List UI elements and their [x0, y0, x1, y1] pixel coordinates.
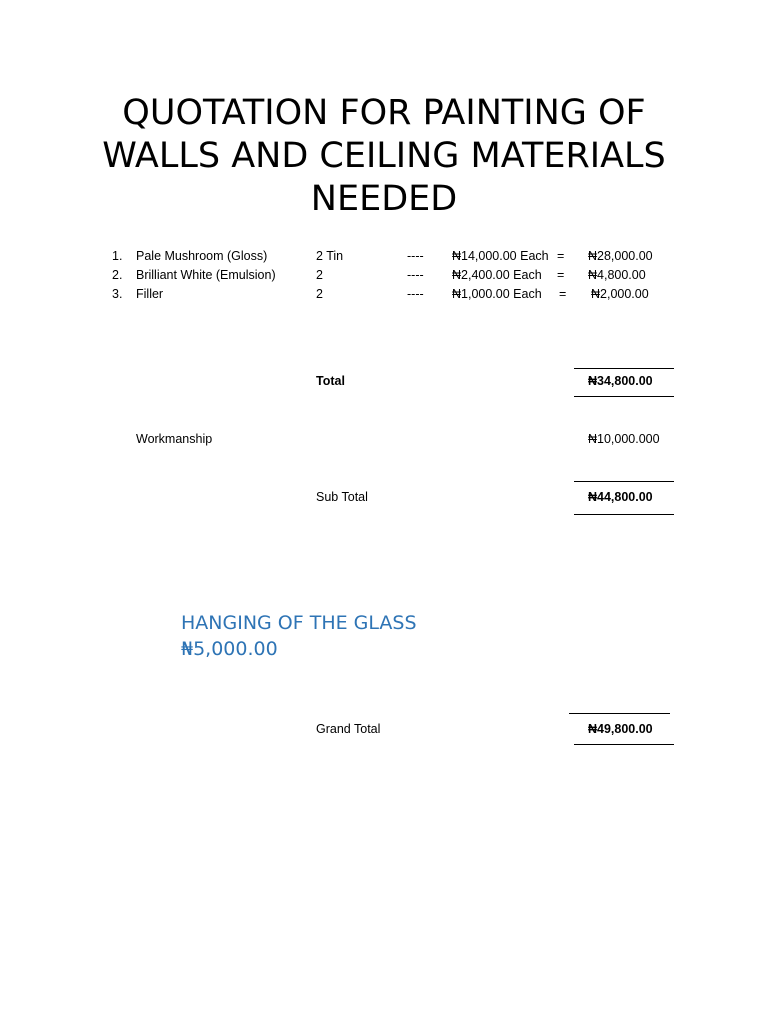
total-amount: ₦34,800.00	[588, 374, 653, 388]
item-unit-price: ₦14,000.00 Each	[452, 249, 549, 263]
item-name: Brilliant White (Emulsion)	[136, 268, 276, 282]
total-bottom-rule	[574, 396, 674, 397]
glass-section	[181, 610, 417, 662]
item-unit-price: ₦2,400.00 Each	[452, 268, 542, 282]
grand-total-amount: ₦49,800.00	[588, 722, 653, 736]
item-unit-price: ₦1,000.00 Each	[452, 287, 542, 301]
item-number: 1.	[112, 249, 123, 263]
item-equals: =	[559, 287, 567, 301]
sub-total-bottom-rule	[574, 514, 674, 515]
glass-amount: ₦5,000.00	[181, 638, 278, 660]
glass-label: HANGING OF THE GLASS	[181, 612, 417, 634]
page-title: QUOTATION FOR PAINTING OF WALLS AND CEILING MATERIALS NEEDED	[102, 93, 666, 219]
item-name: Pale Mushroom (Gloss)	[136, 249, 268, 263]
workmanship-label: Workmanship	[136, 432, 213, 446]
sub-total-amount: ₦44,800.00	[588, 490, 653, 504]
workmanship-amount: ₦10,000.000	[588, 432, 660, 446]
item-number: 2.	[112, 268, 123, 282]
item-quantity: 2 Tin	[316, 249, 344, 263]
total-label: Total	[316, 374, 345, 388]
item-equals: =	[557, 268, 565, 282]
list-item	[0, 247, 768, 266]
grand-total-top-rule	[569, 713, 670, 714]
item-amount: ₦4,800.00	[588, 268, 646, 282]
list-item	[0, 266, 768, 285]
item-number: 3.	[112, 287, 123, 301]
item-separator: ----	[407, 249, 424, 263]
item-quantity: 2	[316, 268, 323, 282]
grand-total-label: Grand Total	[316, 722, 381, 736]
list-item	[0, 285, 768, 304]
sub-total-top-rule	[574, 481, 674, 482]
item-separator: ----	[407, 268, 424, 282]
grand-total-bottom-rule	[574, 744, 674, 745]
item-equals: =	[557, 249, 565, 263]
total-top-rule	[574, 368, 674, 369]
item-separator: ----	[407, 287, 424, 301]
item-name: Filler	[136, 287, 164, 301]
item-quantity: 2	[316, 287, 323, 301]
item-amount: ₦28,000.00	[588, 249, 653, 263]
sub-total-label: Sub Total	[316, 490, 368, 504]
item-amount: ₦2,000.00	[591, 287, 649, 301]
